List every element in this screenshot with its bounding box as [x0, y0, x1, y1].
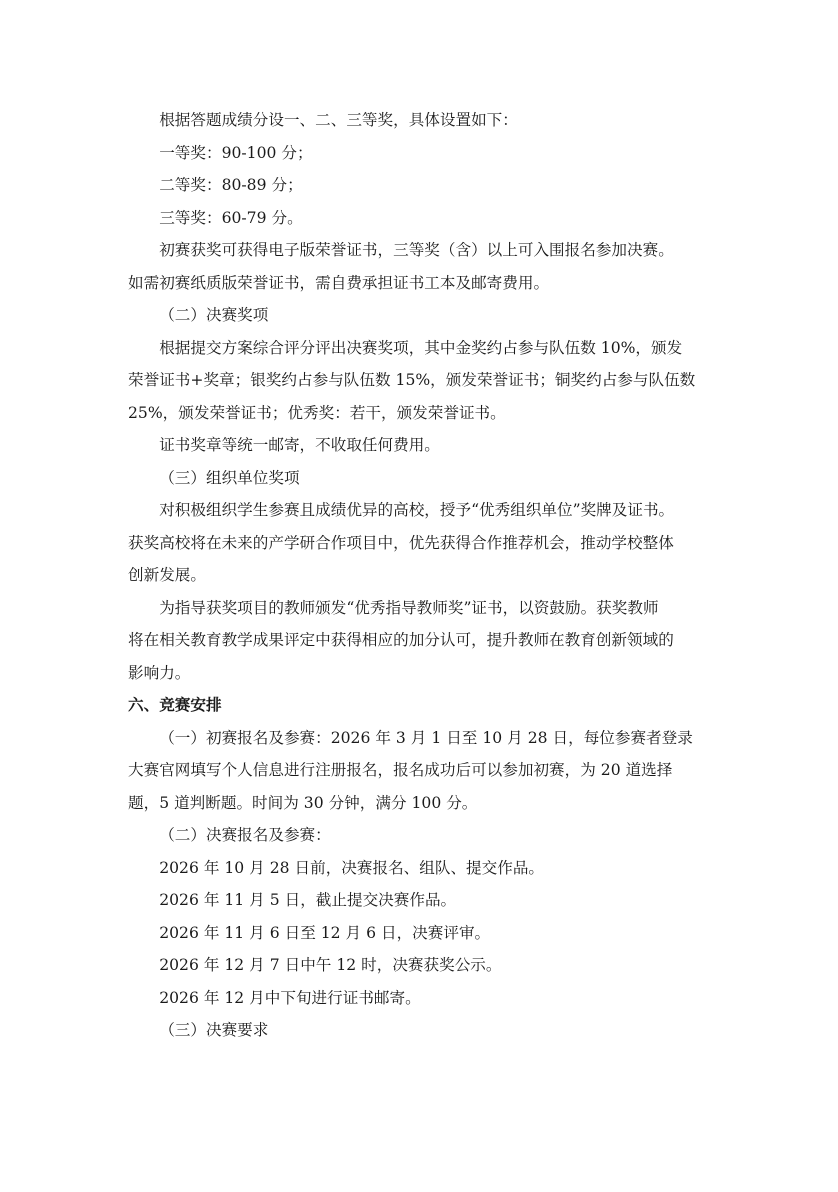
text-line: 一等奖：90-100 分；	[159, 143, 313, 162]
text-line: 证书奖章等统一邮寄，不收取任何费用。	[159, 436, 440, 454]
text-line: （三）组织单位奖项	[159, 468, 300, 487]
text-line: 荣誉证书+奖章；银奖约占参与队伍数 15%，颁发荣誉证书；铜奖约占参与队伍数	[128, 371, 696, 389]
text-line: 获奖高校将在未来的产学研合作项目中，优先获得合作推荐机会，推动学校整体	[128, 533, 674, 552]
text-line: （三）决赛要求	[159, 1021, 269, 1039]
text-line: 2026 年 12 月 7 日中午 12 时，决赛获奖公示。	[159, 956, 502, 974]
text-line: 2026 年 10 月 28 日前，决赛报名、组队、提交作品。	[159, 858, 545, 877]
paragraph-teacher-awards	[128, 592, 712, 690]
text-line: 影响力。	[128, 663, 191, 682]
section-heading-schedule	[128, 689, 712, 722]
text-line: 2026 年 11 月 5 日，截止提交决赛作品。	[159, 891, 457, 909]
text-line: 根据提交方案综合评分评出决赛奖项，其中金奖约占参与队伍数 10%，颁发	[159, 338, 683, 357]
text-line: 创新发展。	[128, 566, 206, 584]
text-line: 根据答题成绩分设一、二、三等奖，具体设置如下：	[159, 111, 518, 129]
paragraph-preliminary-certificate	[128, 234, 712, 299]
text-line: 2026 年 12 月中下旬进行证书邮寄。	[159, 988, 421, 1007]
text-line: 将在相关教育教学成果评定中获得相应的加分认可，提升教师在教育创新领域的	[128, 631, 674, 649]
text-line: （一）初赛报名及参赛：2026 年 3 月 1 日至 10 月 28 日，每位参赛者登录	[159, 728, 693, 747]
text-line: 为指导获奖项目的教师颁发“优秀指导教师奖”证书，以资鼓励。获奖教师	[159, 598, 659, 617]
paragraph-preliminary-registration	[128, 722, 712, 820]
paragraph-award-intro	[128, 104, 712, 137]
section-heading-organizer-awards	[128, 462, 712, 495]
text-line: 对积极组织学生参赛且成绩优异的高校，授予“优秀组织单位”奖牌及证书。	[159, 501, 675, 519]
paragraph-mailing	[128, 429, 712, 462]
schedule-item-review	[128, 917, 712, 950]
paragraph-first-prize	[128, 137, 712, 170]
text-line: 初赛获奖可获得电子版荣誉证书，三等奖（含）以上可入围报名参加决赛。	[159, 241, 674, 259]
paragraph-final-awards	[128, 332, 712, 430]
text-line: 2026 年 11 月 6 日至 12 月 6 日，决赛评审。	[159, 923, 491, 942]
schedule-item-announcement	[128, 949, 712, 982]
text-line: 二等奖：80-89 分；	[159, 176, 303, 194]
text-line: （二）决赛奖项	[159, 306, 269, 324]
section-heading-final-requirements	[128, 1014, 712, 1047]
section-heading-final-awards	[128, 299, 712, 332]
text-line: 六、竞赛安排	[128, 696, 222, 714]
schedule-item-certificate-mailing	[128, 982, 712, 1015]
paragraph-organizer-awards	[128, 494, 712, 592]
schedule-item-registration-deadline	[128, 852, 712, 885]
paragraph-second-prize	[128, 169, 712, 202]
text-line: 25%，颁发荣誉证书；优秀奖：若干，颁发荣誉证书。	[128, 403, 506, 422]
text-line: 大赛官网填写个人信息进行注册报名，报名成功后可以参加初赛，为 20 道选择	[128, 761, 673, 779]
document-body	[128, 104, 712, 1047]
text-line: 题，5 道判断题。时间为 30 分钟，满分 100 分。	[128, 793, 478, 812]
text-line: （二）决赛报名及参赛：	[159, 826, 331, 844]
text-line: 如需初赛纸质版荣誉证书，需自费承担证书工本及邮寄费用。	[128, 273, 550, 292]
text-line: 三等奖：60-79 分。	[159, 208, 303, 227]
paragraph-third-prize	[128, 202, 712, 235]
schedule-item-submission-deadline	[128, 884, 712, 917]
section-heading-final-registration	[128, 819, 712, 852]
